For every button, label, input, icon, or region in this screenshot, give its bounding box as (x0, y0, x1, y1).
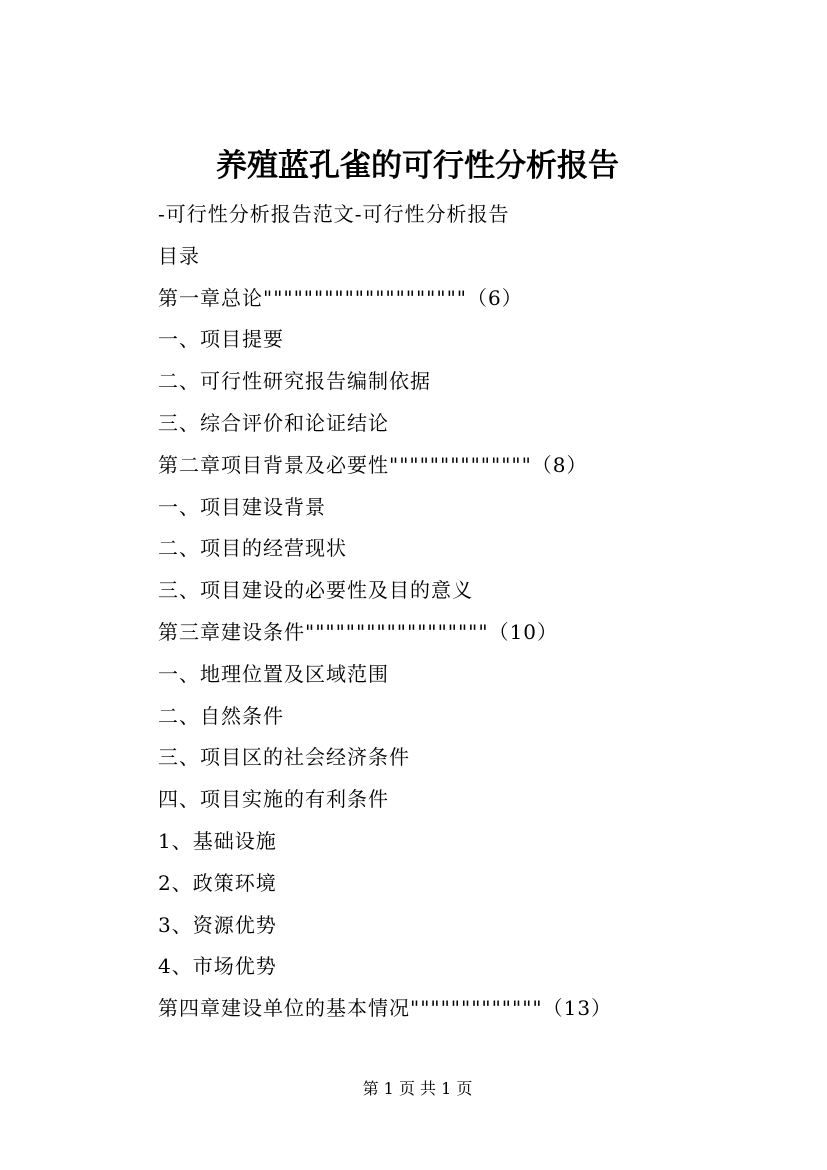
table-of-contents (158, 200, 612, 1036)
toc-item: 二、可行性研究报告编制依据 (158, 369, 431, 394)
toc-item: 三、综合评价和论证结论 (158, 410, 389, 435)
toc-subitem: 4、市场优势 (158, 954, 277, 979)
page-footer: 第 1 页 共 1 页 (362, 1079, 473, 1098)
toc-item: 三、项目建设的必要性及目的意义 (158, 578, 473, 603)
toc-item: 一、项目提要 (158, 327, 284, 352)
toc-item: 二、项目的经营现状 (158, 536, 347, 561)
toc-chapter-3: 第三章建设条件""""""""""""""""""（10） (158, 619, 559, 644)
toc-item: 一、项目建设背景 (158, 494, 326, 519)
toc-item: 四、项目实施的有利条件 (158, 787, 389, 812)
toc-chapter-2: 第二章项目背景及必要性""""""""""""""（8） (158, 452, 588, 477)
toc-subitem: 2、政策环境 (158, 870, 277, 895)
toc-chapter-1: 第一章总论""""""""""""""""""""（6） (158, 285, 523, 310)
toc-heading: 目录 (158, 243, 200, 268)
document-title: 养殖蓝孔雀的可行性分析报告 (216, 148, 619, 184)
subtitle-line: -可行性分析报告范文-可行性分析报告 (158, 202, 510, 226)
toc-item: 二、自然条件 (158, 703, 284, 728)
toc-item: 一、地理位置及区域范围 (158, 661, 389, 686)
toc-item: 三、项目区的社会经济条件 (158, 745, 410, 770)
toc-chapter-4: 第四章建设单位的基本情况"""""""""""""（13） (158, 996, 613, 1021)
toc-subitem: 3、资源优势 (158, 912, 277, 937)
toc-subitem: 1、基础设施 (158, 828, 277, 853)
